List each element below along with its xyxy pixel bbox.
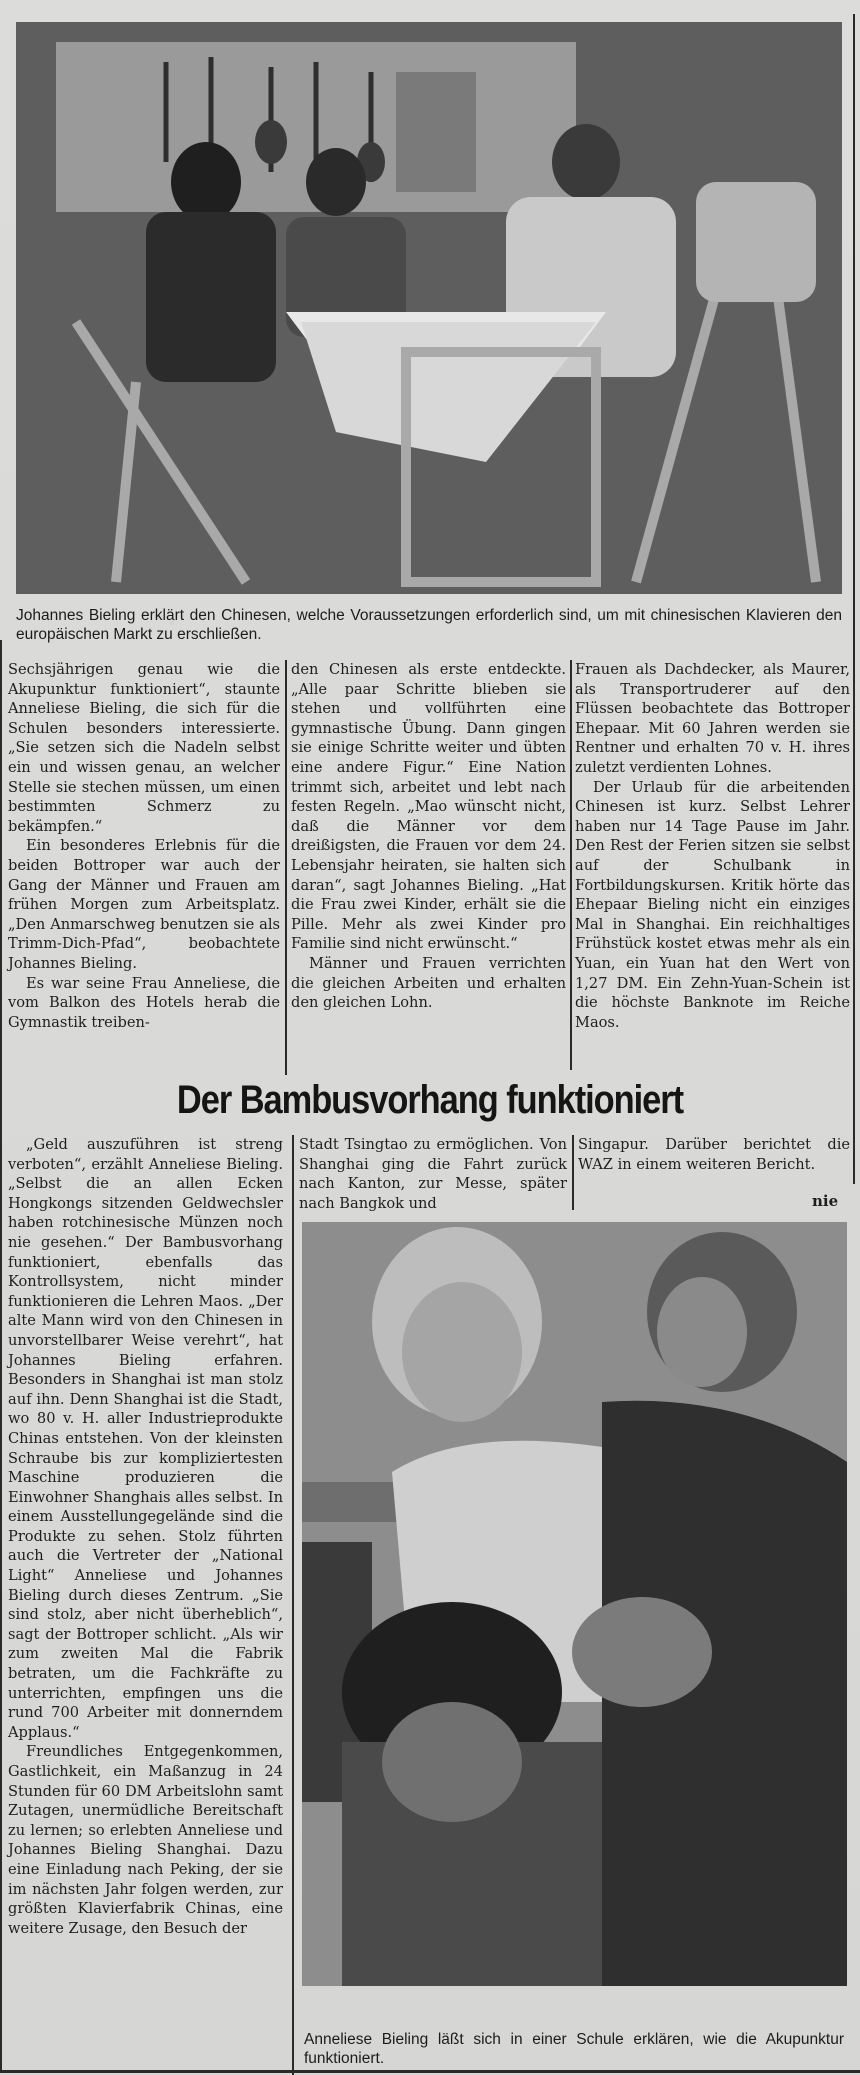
article-column-1 — [8, 660, 280, 1032]
paragraph: Stadt Tsingtao zu ermöglichen. Von Shanghai ging die Fahrt zurück nach Kanton, zur Messe, später nach Bangkok und — [299, 1136, 567, 1212]
article-column-5 — [299, 1135, 567, 1213]
page-border-right — [853, 14, 855, 1184]
column-divider — [292, 1135, 294, 2075]
column-divider — [570, 660, 572, 1070]
paragraph: Es war seine Frau Anneliese, die vom Balkon des Hotels herab die Gymnastik treiben- — [8, 974, 280, 1031]
photo-bieling-at-table — [16, 22, 842, 594]
column-divider — [285, 660, 287, 1075]
photo-halftone-illustration — [16, 22, 842, 594]
page-border-left — [0, 640, 2, 2070]
headline: Der Bambusvorhang funktioniert — [176, 1078, 684, 1122]
paragraph: Freundliches Entgegenkommen, Gastlichkeit, ein Maßanzug in 24 Stunden für 60 DM Arbeitslohn samt Zutagen, unermüdliche Bereitschaft zu lernen; so erlebten Anneliese und Johannes Bieling Shanghai. Dazu eine Einladung nach Peking, der sie im nächsten Jahr folgen werden, zur größten Klavierfabrik Chinas, eine weitere Zusage, den Besuch der — [8, 1743, 283, 1937]
article-column-3 — [575, 660, 850, 1032]
photo-anneliese-school — [302, 1222, 847, 1986]
author-signature: nie — [812, 1192, 839, 1210]
photo-halftone-illustration — [302, 1222, 847, 1986]
article-column-4 — [8, 1135, 283, 1938]
paragraph: Singapur. Darüber berichtet die WAZ in einem weiteren Bericht. — [578, 1136, 850, 1173]
paragraph: Ein besonderes Erlebnis für die beiden Bottroper war auch der Gang der Männer und Frauen am frühen Morgen zum Arbeitsplatz. „Den Anmarschweg benutzen sie als Trimm-Dich-Pfad“, beobachtete Johannes Bieling. — [8, 837, 280, 972]
article-column-2 — [291, 660, 566, 1013]
article-column-6 — [578, 1135, 850, 1174]
paragraph: Der Urlaub für die arbeitenden Chinesen ist kurz. Selbst Lehrer haben nur 14 Tage Pause im Jahr. Den Rest der Ferien sitzen sie selbst auf der Schulbank in Fortbildungskursen. Kritik hörte das Ehepaar Bieling nicht ein einziges Mal in Shanghai. Ein reichhaltiges Frühstück kostet etwas mehr als ein Yuan, ein Yuan hat den Wert von 1,27 DM. Ein Zehn-Yuan-Schein ist die höchste Banknote im Reiche Maos. — [575, 778, 850, 1031]
paragraph: den Chinesen als erste entdeckte. „Alle paar Schritte blieben sie stehen und vollführten eine gymnastische Übung. Dann gingen sie einige Schritte weiter und übten eine andere Figur.“ Eine Nation trimmt sich, arbeitet und lebt nach festen Regeln. „Mao wünscht nicht, daß die Männer vor dem dreißigsten, die Frauen vor dem 24. Lebensjahr heiraten, sie halten sich daran“, sagt Johannes Bieling. „Hat die Frau zwei Kinder, erhält sie die Pille. Mehr als zwei Kinder pro Familie sind nicht erwünscht.“ — [291, 661, 566, 953]
photo-caption-bottom: Anneliese Bieling läßt sich in einer Schule erklären, wie die Akupunktur funktioniert. — [304, 2031, 844, 2067]
paragraph: Sechsjährigen genau wie die Akupunktur funktioniert“, staunte Anneliese Bieling, die sich für die Schulen besonders interessierte. „Sie setzen sich die Nadeln selbst ein und wissen genau, an welcher Stelle sie stechen müssen, um einen bestimmten Schmerz zu bekämpfen.“ — [8, 661, 280, 835]
paragraph: Frauen als Dachdecker, als Maurer, als Transportruderer auf den Flüssen beobachtete das Bottroper Ehepaar. Mit 60 Jahren werden sie Rentner und erhalten 70 v. H. ihres zuletzt verdienten Lohnes. — [575, 661, 850, 776]
paragraph: Männer und Frauen verrichten die gleichen Arbeiten und erhalten den gleichen Lohn. — [291, 954, 566, 1012]
paragraph: „Geld auszuführen ist streng verboten“, erzählt Anneliese Bieling. „Selbst die an allen Ecken Hongkongs sitzenden Geldwechsler haben rotchinesische Münzen noch nie gesehen.“ Der Bambusvorhang funktioniert, ebenfalls das Kontrollsystem, nicht minder funktionieren die Lehren Maos. „Der alte Mann wird von den Chinesen in unvorstellbarer Weise verehrt“, hat Johannes Bieling erfahren. Besonders in Shanghai ist man stolz auf ihn. Denn Shanghai ist die Stadt, wo 80 v. H. aller Industrieprodukte Chinas entstehen. Von der kleinsten Schraube bis zur kompliziertesten Maschine produzieren die Einwohner Shanghais alles selbst. In einem Ausstellungegelände sind die Produkte zu sehen. Stolz führten auch die Vertreter der „National Light“ Anneliese und Johannes Bieling durch dieses Zentrum. „Sie sind stolz, aber nicht überheblich“, sagt der Bottroper schlicht. „Als wir zum zweiten Mal die Fabrik betraten, um die Fachkräfte zu unterrichten, empfingen uns die rund 700 Arbeiter mit donnerndem Applaus.“ — [8, 1136, 283, 1741]
column-divider — [572, 1135, 574, 1210]
bottom-border — [0, 2070, 860, 2073]
photo-caption-top: Johannes Bieling erklärt den Chinesen, welche Voraussetzungen erforderlich sind, um mit chinesischen Klavieren den europäischen Markt zu erschließen. — [16, 607, 842, 643]
